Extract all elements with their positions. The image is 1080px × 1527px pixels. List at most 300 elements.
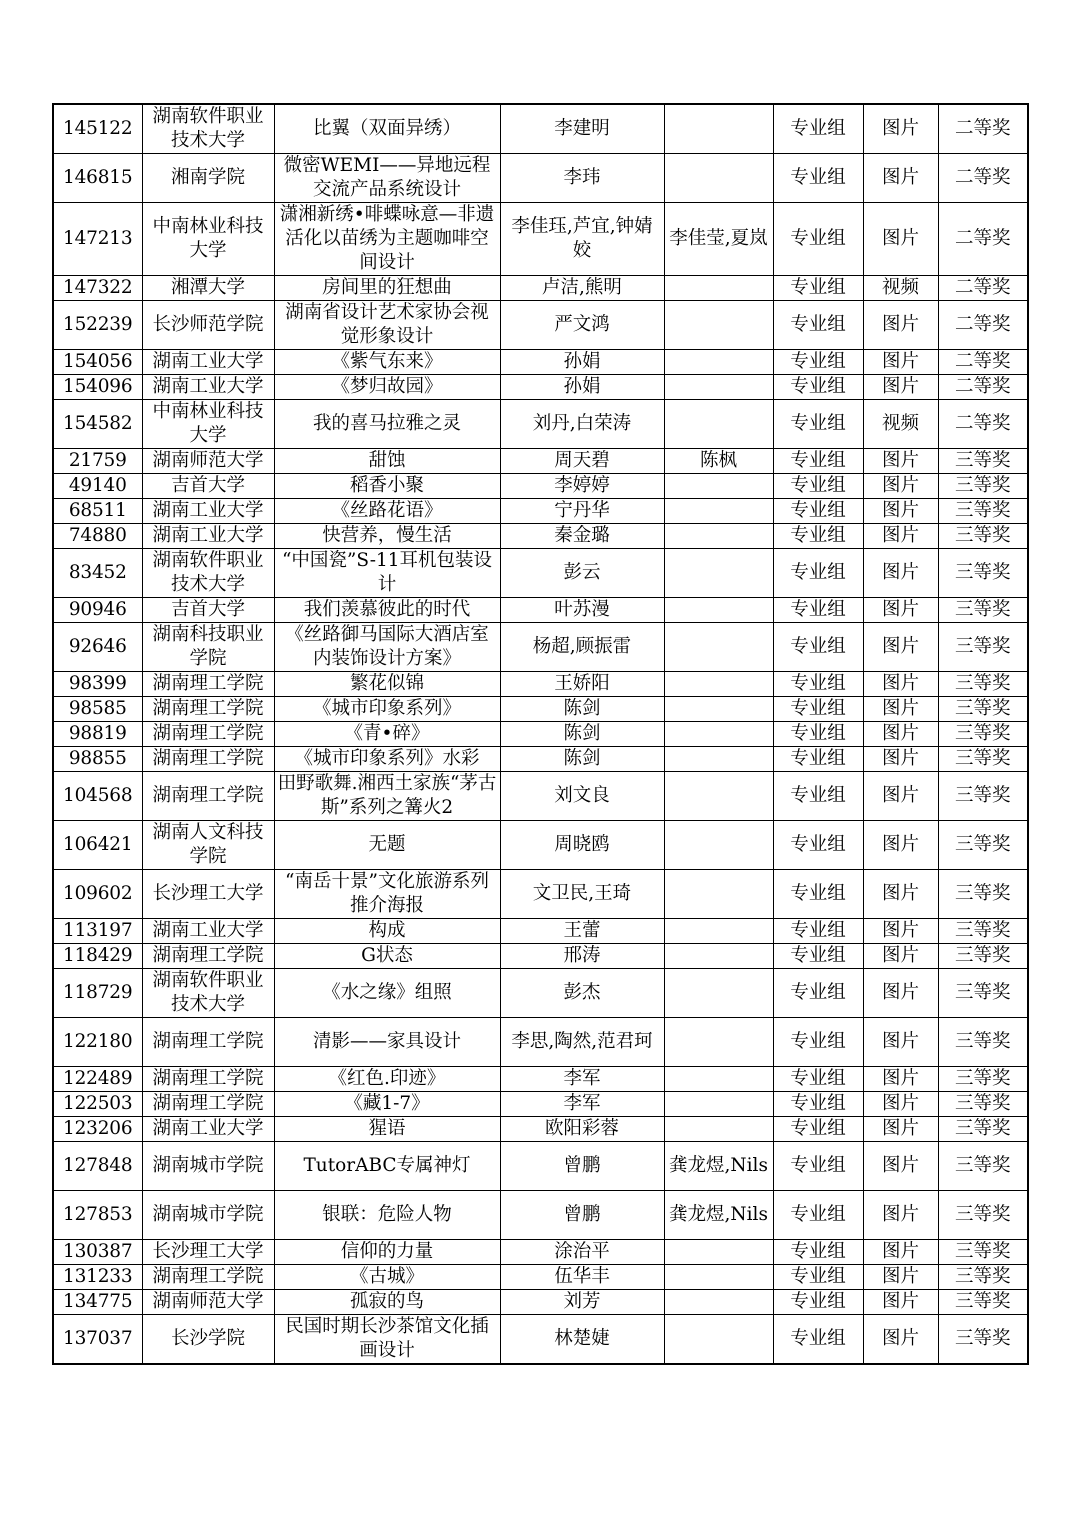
school-cell: 湖南师范大学 <box>142 1290 274 1315</box>
table-row <box>53 969 1028 1018</box>
group-cell: 专业组 <box>773 1067 863 1092</box>
table-row <box>53 919 1028 944</box>
work-title-cell: 《丝路御马国际大酒店室内装饰设计方案》 <box>274 623 500 672</box>
award-cell: 三等奖 <box>938 499 1028 524</box>
work-type-cell: 图片 <box>863 474 938 499</box>
authors-cell: 陈剑 <box>500 697 664 722</box>
entry-id-cell: 147322 <box>53 276 142 301</box>
work-type-cell: 图片 <box>863 1191 938 1240</box>
group-cell: 专业组 <box>773 375 863 400</box>
table-row <box>53 623 1028 672</box>
authors-cell: 严文鸿 <box>500 301 664 350</box>
group-cell: 专业组 <box>773 1191 863 1240</box>
advisor-cell <box>664 104 773 154</box>
group-cell: 专业组 <box>773 919 863 944</box>
work-type-cell: 图片 <box>863 747 938 772</box>
award-cell: 三等奖 <box>938 524 1028 549</box>
work-type-cell: 图片 <box>863 672 938 697</box>
group-cell: 专业组 <box>773 672 863 697</box>
authors-cell: 刘芳 <box>500 1290 664 1315</box>
table-row <box>53 474 1028 499</box>
table-row <box>53 154 1028 203</box>
advisor-cell <box>664 549 773 598</box>
authors-cell: 涂治平 <box>500 1240 664 1265</box>
entry-id-cell: 137037 <box>53 1315 142 1365</box>
work-title-cell: 银联：危险人物 <box>274 1191 500 1240</box>
entry-id-cell: 98819 <box>53 722 142 747</box>
work-title-cell: 稻香小聚 <box>274 474 500 499</box>
school-cell: 长沙师范学院 <box>142 301 274 350</box>
work-title-cell: 微密WEMI——异地远程交流产品系统设计 <box>274 154 500 203</box>
advisor-cell <box>664 400 773 449</box>
table-row <box>53 350 1028 375</box>
work-title-cell: 我们羡慕彼此的时代 <box>274 598 500 623</box>
award-cell: 二等奖 <box>938 375 1028 400</box>
work-type-cell: 图片 <box>863 697 938 722</box>
table-row <box>53 1290 1028 1315</box>
group-cell: 专业组 <box>773 350 863 375</box>
table-row <box>53 549 1028 598</box>
school-cell: 长沙学院 <box>142 1315 274 1365</box>
authors-cell: 伍华丰 <box>500 1265 664 1290</box>
table-row <box>53 1092 1028 1117</box>
advisor-cell <box>664 598 773 623</box>
authors-cell: 杨超,顾振雷 <box>500 623 664 672</box>
work-type-cell: 图片 <box>863 598 938 623</box>
advisor-cell <box>664 944 773 969</box>
advisor-cell: 李佳莹,夏岚 <box>664 203 773 276</box>
award-cell: 三等奖 <box>938 449 1028 474</box>
work-type-cell: 图片 <box>863 772 938 821</box>
award-cell: 三等奖 <box>938 821 1028 870</box>
authors-cell: 王蕾 <box>500 919 664 944</box>
award-cell: 三等奖 <box>938 598 1028 623</box>
advisor-cell <box>664 1018 773 1067</box>
advisor-cell: 龚龙煜,Nils <box>664 1191 773 1240</box>
entry-id-cell: 147213 <box>53 203 142 276</box>
entry-id-cell: 145122 <box>53 104 142 154</box>
entry-id-cell: 123206 <box>53 1117 142 1142</box>
advisor-cell <box>664 919 773 944</box>
table-row <box>53 1117 1028 1142</box>
authors-cell: 王娇阳 <box>500 672 664 697</box>
authors-cell: 曾鹏 <box>500 1142 664 1191</box>
table-row <box>53 301 1028 350</box>
group-cell: 专业组 <box>773 870 863 919</box>
school-cell: 湖南理工学院 <box>142 1018 274 1067</box>
authors-cell: 刘丹,白荣涛 <box>500 400 664 449</box>
advisor-cell <box>664 672 773 697</box>
entry-id-cell: 134775 <box>53 1290 142 1315</box>
work-title-cell: 《梦归故园》 <box>274 375 500 400</box>
award-cell: 三等奖 <box>938 1117 1028 1142</box>
entry-id-cell: 146815 <box>53 154 142 203</box>
authors-cell: 李佳珏,芦宜,钟婧姣 <box>500 203 664 276</box>
award-cell: 三等奖 <box>938 772 1028 821</box>
school-cell: 湖南工业大学 <box>142 524 274 549</box>
work-title-cell: 快营养，慢生活 <box>274 524 500 549</box>
authors-cell: 林楚婕 <box>500 1315 664 1365</box>
work-type-cell: 图片 <box>863 449 938 474</box>
group-cell: 专业组 <box>773 276 863 301</box>
authors-cell: 李建明 <box>500 104 664 154</box>
group-cell: 专业组 <box>773 104 863 154</box>
work-title-cell: “南岳十景”文化旅游系列推介海报 <box>274 870 500 919</box>
table-row <box>53 1315 1028 1365</box>
school-cell: 中南林业科技大学 <box>142 400 274 449</box>
advisor-cell <box>664 969 773 1018</box>
work-title-cell: 《紫气东来》 <box>274 350 500 375</box>
award-cell: 二等奖 <box>938 301 1028 350</box>
school-cell: 湖南理工学院 <box>142 1265 274 1290</box>
school-cell: 湖南理工学院 <box>142 697 274 722</box>
school-cell: 湖南理工学院 <box>142 672 274 697</box>
work-type-cell: 图片 <box>863 104 938 154</box>
award-cell: 二等奖 <box>938 276 1028 301</box>
work-title-cell: 《水之缘》组照 <box>274 969 500 1018</box>
school-cell: 湖南理工学院 <box>142 747 274 772</box>
work-type-cell: 图片 <box>863 1240 938 1265</box>
entry-id-cell: 122489 <box>53 1067 142 1092</box>
authors-cell: 陈剑 <box>500 747 664 772</box>
work-title-cell: 甜蚀 <box>274 449 500 474</box>
authors-cell: 李婷婷 <box>500 474 664 499</box>
group-cell: 专业组 <box>773 944 863 969</box>
entry-id-cell: 118729 <box>53 969 142 1018</box>
award-cell: 三等奖 <box>938 1191 1028 1240</box>
school-cell: 湖南理工学院 <box>142 772 274 821</box>
entry-id-cell: 122180 <box>53 1018 142 1067</box>
school-cell: 湖南师范大学 <box>142 449 274 474</box>
award-cell: 三等奖 <box>938 1067 1028 1092</box>
work-type-cell: 图片 <box>863 375 938 400</box>
school-cell: 吉首大学 <box>142 598 274 623</box>
work-title-cell: 猩语 <box>274 1117 500 1142</box>
table-row <box>53 499 1028 524</box>
authors-cell: 彭杰 <box>500 969 664 1018</box>
authors-cell: 李玮 <box>500 154 664 203</box>
advisor-cell <box>664 375 773 400</box>
group-cell: 专业组 <box>773 598 863 623</box>
work-type-cell: 图片 <box>863 919 938 944</box>
table-row <box>53 524 1028 549</box>
work-type-cell: 图片 <box>863 1290 938 1315</box>
authors-cell: 李军 <box>500 1092 664 1117</box>
authors-cell: 曾鹏 <box>500 1191 664 1240</box>
advisor-cell <box>664 1240 773 1265</box>
entry-id-cell: 127848 <box>53 1142 142 1191</box>
group-cell: 专业组 <box>773 499 863 524</box>
table-row <box>53 672 1028 697</box>
work-type-cell: 图片 <box>863 1092 938 1117</box>
table-row <box>53 1265 1028 1290</box>
table-row <box>53 1191 1028 1240</box>
group-cell: 专业组 <box>773 821 863 870</box>
table-body <box>53 104 1028 1364</box>
work-type-cell: 图片 <box>863 623 938 672</box>
entry-id-cell: 83452 <box>53 549 142 598</box>
entry-id-cell: 154056 <box>53 350 142 375</box>
table-row <box>53 747 1028 772</box>
award-cell: 三等奖 <box>938 1290 1028 1315</box>
work-type-cell: 图片 <box>863 722 938 747</box>
work-title-cell: 信仰的力量 <box>274 1240 500 1265</box>
authors-cell: 邢涛 <box>500 944 664 969</box>
work-title-cell: 田野歌舞.湘西土家族“茅古斯”系列之篝火2 <box>274 772 500 821</box>
group-cell: 专业组 <box>773 474 863 499</box>
advisor-cell <box>664 1117 773 1142</box>
advisor-cell <box>664 524 773 549</box>
work-title-cell: TutorABC专属神灯 <box>274 1142 500 1191</box>
advisor-cell <box>664 821 773 870</box>
school-cell: 湖南科技职业学院 <box>142 623 274 672</box>
advisor-cell: 龚龙煜,Nils <box>664 1142 773 1191</box>
group-cell: 专业组 <box>773 1117 863 1142</box>
award-cell: 三等奖 <box>938 919 1028 944</box>
awards-table <box>52 103 1029 1365</box>
award-cell: 二等奖 <box>938 350 1028 375</box>
authors-cell: 刘文良 <box>500 772 664 821</box>
award-cell: 三等奖 <box>938 1092 1028 1117</box>
entry-id-cell: 106421 <box>53 821 142 870</box>
school-cell: 湖南软件职业技术大学 <box>142 104 274 154</box>
work-title-cell: 比翼（双面异绣） <box>274 104 500 154</box>
school-cell: 湘南学院 <box>142 154 274 203</box>
school-cell: 湖南理工学院 <box>142 722 274 747</box>
authors-cell: 李军 <box>500 1067 664 1092</box>
entry-id-cell: 90946 <box>53 598 142 623</box>
table-row <box>53 598 1028 623</box>
work-title-cell: 无题 <box>274 821 500 870</box>
entry-id-cell: 49140 <box>53 474 142 499</box>
work-title-cell: 湖南省设计艺术家协会视觉形象设计 <box>274 301 500 350</box>
work-type-cell: 视频 <box>863 276 938 301</box>
group-cell: 专业组 <box>773 154 863 203</box>
award-cell: 三等奖 <box>938 1018 1028 1067</box>
award-cell: 二等奖 <box>938 104 1028 154</box>
work-title-cell: G状态 <box>274 944 500 969</box>
work-type-cell: 图片 <box>863 549 938 598</box>
advisor-cell: 陈枫 <box>664 449 773 474</box>
school-cell: 湖南工业大学 <box>142 350 274 375</box>
advisor-cell <box>664 1290 773 1315</box>
group-cell: 专业组 <box>773 969 863 1018</box>
advisor-cell <box>664 301 773 350</box>
table-row <box>53 722 1028 747</box>
table-row <box>53 104 1028 154</box>
work-title-cell: 《红色.印迹》 <box>274 1067 500 1092</box>
entry-id-cell: 68511 <box>53 499 142 524</box>
work-type-cell: 图片 <box>863 1067 938 1092</box>
advisor-cell <box>664 499 773 524</box>
school-cell: 湖南软件职业技术大学 <box>142 969 274 1018</box>
entry-id-cell: 74880 <box>53 524 142 549</box>
school-cell: 湖南城市学院 <box>142 1191 274 1240</box>
work-type-cell: 图片 <box>863 524 938 549</box>
advisor-cell <box>664 870 773 919</box>
school-cell: 湖南人文科技学院 <box>142 821 274 870</box>
work-title-cell: 《城市印象系列》水彩 <box>274 747 500 772</box>
school-cell: 湘潭大学 <box>142 276 274 301</box>
group-cell: 专业组 <box>773 203 863 276</box>
award-cell: 三等奖 <box>938 1265 1028 1290</box>
entry-id-cell: 98585 <box>53 697 142 722</box>
entry-id-cell: 130387 <box>53 1240 142 1265</box>
award-cell: 三等奖 <box>938 623 1028 672</box>
table-row <box>53 1142 1028 1191</box>
award-cell: 三等奖 <box>938 672 1028 697</box>
work-title-cell: 我的喜马拉雅之灵 <box>274 400 500 449</box>
school-cell: 湖南理工学院 <box>142 944 274 969</box>
authors-cell: 周晓鸥 <box>500 821 664 870</box>
work-type-cell: 图片 <box>863 1142 938 1191</box>
advisor-cell <box>664 1092 773 1117</box>
award-cell: 三等奖 <box>938 1240 1028 1265</box>
award-cell: 二等奖 <box>938 154 1028 203</box>
school-cell: 湖南理工学院 <box>142 1067 274 1092</box>
entry-id-cell: 104568 <box>53 772 142 821</box>
entry-id-cell: 98399 <box>53 672 142 697</box>
authors-cell: 秦金璐 <box>500 524 664 549</box>
award-cell: 三等奖 <box>938 1315 1028 1365</box>
group-cell: 专业组 <box>773 1018 863 1067</box>
award-cell: 二等奖 <box>938 400 1028 449</box>
group-cell: 专业组 <box>773 1265 863 1290</box>
work-type-cell: 图片 <box>863 1315 938 1365</box>
group-cell: 专业组 <box>773 301 863 350</box>
entry-id-cell: 109602 <box>53 870 142 919</box>
award-cell: 三等奖 <box>938 747 1028 772</box>
group-cell: 专业组 <box>773 1092 863 1117</box>
table-row <box>53 772 1028 821</box>
work-title-cell: 《丝路花语》 <box>274 499 500 524</box>
authors-cell: 周天碧 <box>500 449 664 474</box>
award-cell: 三等奖 <box>938 944 1028 969</box>
advisor-cell <box>664 1265 773 1290</box>
work-type-cell: 图片 <box>863 944 938 969</box>
work-title-cell: 潇湘新绣•啡蝶咏意—非遗活化以苗绣为主题咖啡空间设计 <box>274 203 500 276</box>
group-cell: 专业组 <box>773 623 863 672</box>
work-title-cell: 《城市印象系列》 <box>274 697 500 722</box>
work-title-cell: 《青•碎》 <box>274 722 500 747</box>
work-type-cell: 图片 <box>863 1018 938 1067</box>
work-type-cell: 图片 <box>863 154 938 203</box>
entry-id-cell: 98855 <box>53 747 142 772</box>
authors-cell: 李思,陶然,范君珂 <box>500 1018 664 1067</box>
table-row <box>53 870 1028 919</box>
work-title-cell: 繁花似锦 <box>274 672 500 697</box>
group-cell: 专业组 <box>773 1240 863 1265</box>
school-cell: 湖南工业大学 <box>142 499 274 524</box>
award-cell: 三等奖 <box>938 969 1028 1018</box>
entry-id-cell: 113197 <box>53 919 142 944</box>
authors-cell: 欧阳彩蓉 <box>500 1117 664 1142</box>
entry-id-cell: 21759 <box>53 449 142 474</box>
table-row <box>53 821 1028 870</box>
table-row <box>53 375 1028 400</box>
work-type-cell: 视频 <box>863 400 938 449</box>
advisor-cell <box>664 154 773 203</box>
award-cell: 三等奖 <box>938 549 1028 598</box>
school-cell: 湖南工业大学 <box>142 919 274 944</box>
authors-cell: 孙娟 <box>500 350 664 375</box>
award-cell: 三等奖 <box>938 870 1028 919</box>
work-type-cell: 图片 <box>863 301 938 350</box>
entry-id-cell: 152239 <box>53 301 142 350</box>
work-title-cell: 构成 <box>274 919 500 944</box>
group-cell: 专业组 <box>773 549 863 598</box>
table-row <box>53 203 1028 276</box>
table-row <box>53 1018 1028 1067</box>
table-row <box>53 449 1028 474</box>
work-type-cell: 图片 <box>863 821 938 870</box>
entry-id-cell: 131233 <box>53 1265 142 1290</box>
entry-id-cell: 154096 <box>53 375 142 400</box>
group-cell: 专业组 <box>773 449 863 474</box>
authors-cell: 宁丹华 <box>500 499 664 524</box>
entry-id-cell: 154582 <box>53 400 142 449</box>
work-title-cell: 《古城》 <box>274 1265 500 1290</box>
table-row <box>53 1240 1028 1265</box>
award-cell: 三等奖 <box>938 697 1028 722</box>
school-cell: 湖南城市学院 <box>142 1142 274 1191</box>
table-row <box>53 1067 1028 1092</box>
advisor-cell <box>664 276 773 301</box>
award-cell: 三等奖 <box>938 1142 1028 1191</box>
school-cell: 湖南工业大学 <box>142 375 274 400</box>
table-row <box>53 400 1028 449</box>
group-cell: 专业组 <box>773 524 863 549</box>
authors-cell: 彭云 <box>500 549 664 598</box>
work-title-cell: “中国瓷”S-11耳机包装设计 <box>274 549 500 598</box>
advisor-cell <box>664 697 773 722</box>
school-cell: 中南林业科技大学 <box>142 203 274 276</box>
group-cell: 专业组 <box>773 722 863 747</box>
authors-cell: 孙娟 <box>500 375 664 400</box>
advisor-cell <box>664 747 773 772</box>
group-cell: 专业组 <box>773 697 863 722</box>
school-cell: 长沙理工大学 <box>142 1240 274 1265</box>
work-type-cell: 图片 <box>863 969 938 1018</box>
advisor-cell <box>664 722 773 747</box>
work-type-cell: 图片 <box>863 350 938 375</box>
school-cell: 吉首大学 <box>142 474 274 499</box>
school-cell: 湖南理工学院 <box>142 1092 274 1117</box>
entry-id-cell: 118429 <box>53 944 142 969</box>
award-cell: 三等奖 <box>938 722 1028 747</box>
school-cell: 湖南软件职业技术大学 <box>142 549 274 598</box>
advisor-cell <box>664 623 773 672</box>
table-row <box>53 944 1028 969</box>
table-row <box>53 276 1028 301</box>
authors-cell: 陈剑 <box>500 722 664 747</box>
entry-id-cell: 92646 <box>53 623 142 672</box>
advisor-cell <box>664 474 773 499</box>
advisor-cell <box>664 772 773 821</box>
work-type-cell: 图片 <box>863 1117 938 1142</box>
work-title-cell: 民国时期长沙茶馆文化插画设计 <box>274 1315 500 1365</box>
work-type-cell: 图片 <box>863 870 938 919</box>
school-cell: 长沙理工大学 <box>142 870 274 919</box>
authors-cell: 文卫民,王琦 <box>500 870 664 919</box>
group-cell: 专业组 <box>773 747 863 772</box>
award-cell: 三等奖 <box>938 474 1028 499</box>
entry-id-cell: 122503 <box>53 1092 142 1117</box>
work-type-cell: 图片 <box>863 203 938 276</box>
work-title-cell: 清影——家具设计 <box>274 1018 500 1067</box>
group-cell: 专业组 <box>773 1290 863 1315</box>
group-cell: 专业组 <box>773 400 863 449</box>
